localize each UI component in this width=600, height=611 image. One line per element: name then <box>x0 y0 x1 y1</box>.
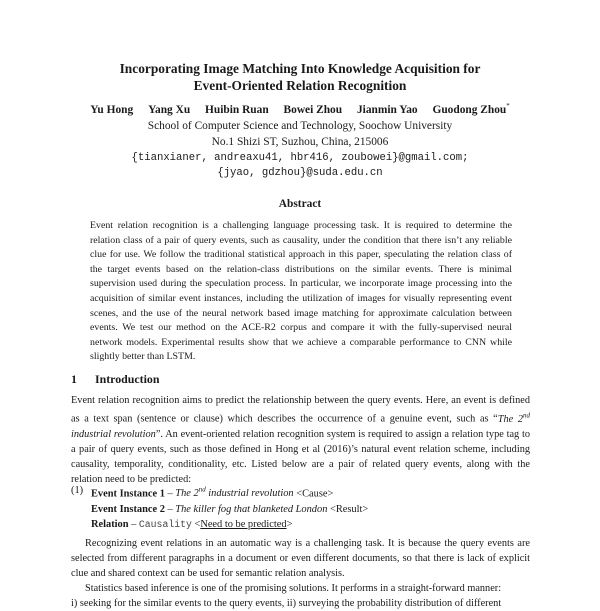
event-text-part: The 2 <box>175 488 199 500</box>
abstract-heading: Abstract <box>278 198 322 210</box>
email-line-1: {tianxianer, andreaxu41, hbr416, zoubowei}@gmail.com; <box>131 152 469 164</box>
paragraph-text: ”. An event-oriented relation recognition system is required to assign a relation type tag to a pair of query events, such as those defined in Hong et al (2016)’s natural event relation scheme, including causality, temporality, conditionality, etc. Listed below are a pair of related query events, along with the relation need to be predicted: <box>71 428 530 486</box>
event-tag: <Result> <box>327 503 369 515</box>
dash: – <box>164 503 176 515</box>
quote-text: The 2 <box>497 413 523 425</box>
event-text-part: industrial revolution <box>205 488 294 500</box>
author-name-corresponding <box>432 104 509 116</box>
event-text: The killer fog that blanketed London <box>175 503 328 515</box>
author-list <box>40 102 560 116</box>
event-label: Event Instance 1 <box>91 488 165 500</box>
intro-paragraph-3: Statistics based inference is one of the promising solutions. It performs in a straight-forward manner: <box>85 583 502 594</box>
section-title: Introduction <box>94 372 160 386</box>
example-row-event-2 <box>91 502 368 517</box>
example-number: (1) <box>71 485 84 496</box>
author-name: Jianmin Yao <box>356 103 418 116</box>
example-row-relation <box>91 517 368 532</box>
paragraph-text: Event relation recognition aims to predict the relationship between the query events. Here, an event is defined as a text span (sentence or clause) which describes the occurrence of a genuine event, such as “ <box>71 395 530 425</box>
author-name: Huibin Ruan <box>205 103 269 116</box>
title-line-1: Incorporating Image Matching Into Knowledge Acquisition for <box>119 61 481 76</box>
section-heading-introduction <box>71 372 160 387</box>
bracket: > <box>286 518 293 530</box>
affiliation-line-2: No.1 Shizi ST, Suzhou, China, 215006 <box>211 136 389 148</box>
intro-paragraph-3-line-2: i) seeking for the similar events to the query events, ii) surveying the probability distribution of different <box>71 598 502 609</box>
relation-value: Causality <box>138 518 192 530</box>
intro-paragraph-1 <box>71 393 530 488</box>
event-text <box>175 488 293 499</box>
relation-label: Relation <box>91 518 129 530</box>
author-name: Yu Hong <box>90 103 134 116</box>
author-name: Yang Xu <box>148 103 191 116</box>
dash: – <box>164 488 176 500</box>
event-tag: <Cause> <box>293 488 334 500</box>
ordinal-suffix: nd <box>523 411 530 420</box>
abstract-text: Event relation recognition is a challenging language processing task. It is required to determine the relation class of a pair of query events, such as causality, under the condition that there isn’t any reliable clue for use. We follow the traditional statistical approach in this paper, speculating the relation class of the target events based on the relation-class distributions on the similar events. There is minimal supervision used during the speculation process. In particular, we incorporate image processing into the acquisition of similar event instances, including the utilization of images for visually representing event scenes, and the use of the neural network based image matching for approximate calculation between events. We test our method on the ACE-R2 corpus and compare it with the fully-supervised neural network models. Experimental results show that we achieve a comparable performance to CNN while slightly better than LSTM. <box>90 220 512 363</box>
intro-paragraph-2: Recognizing event relations in an automatic way is a challenging task. It is because the query events are selected from different paragraphs in a document or even different documents, so that there is lack of explicit clue and shared context can be used for semantic relation analysis. <box>71 538 530 580</box>
quote-text: industrial revolution <box>71 428 156 440</box>
bracket: < <box>191 518 201 530</box>
ordinal-suffix: nd <box>198 486 206 494</box>
relation-note: Need to be predicted <box>200 518 287 530</box>
dash: – <box>128 518 139 530</box>
example-rows <box>91 483 368 532</box>
title-line-2: Event-Oriented Relation Recognition <box>193 78 407 93</box>
author-name: Bowei Zhou <box>283 103 343 116</box>
corresponding-mark: * <box>506 102 510 110</box>
email-line-2: {jyao, gdzhou}@suda.edu.cn <box>217 167 383 179</box>
affiliation-line-1: School of Computer Science and Technology, Soochow University <box>147 120 453 132</box>
example-row-event-1 <box>91 483 368 502</box>
paper-title <box>60 60 540 94</box>
section-number: 1 <box>71 372 77 386</box>
author-name: Guodong Zhou <box>432 103 507 116</box>
event-label: Event Instance 2 <box>91 503 165 515</box>
